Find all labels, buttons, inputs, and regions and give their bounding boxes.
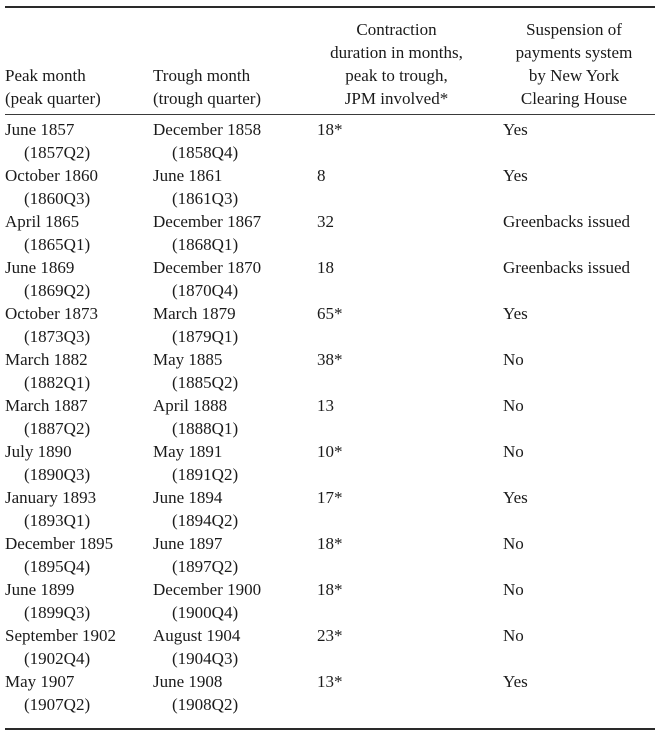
duration-cell: 38* — [317, 350, 343, 369]
trough-cell: June 1908 (1908Q2) — [153, 672, 239, 714]
table-row — [5, 440, 655, 486]
header-rule — [5, 114, 655, 115]
peak-cell: March 1882 (1882Q1) — [5, 350, 91, 392]
peak-cell: October 1873 (1873Q3) — [5, 304, 99, 346]
duration-cell: 65* — [317, 304, 343, 323]
trough-cell: June 1894 (1894Q2) — [153, 488, 239, 530]
suspension-cell: Yes — [503, 304, 528, 323]
trough-cell: June 1897 (1897Q2) — [153, 534, 239, 576]
duration-cell: 18* — [317, 580, 343, 599]
peak-cell: June 1857 (1857Q2) — [5, 120, 91, 162]
top-rule — [5, 6, 655, 8]
table-row — [5, 210, 655, 256]
duration-cell: 13* — [317, 672, 343, 691]
peak-cell: September 1902 (1902Q4) — [5, 626, 116, 668]
trough-cell: December 1867 (1868Q1) — [153, 212, 262, 254]
suspension-cell: No — [503, 442, 524, 461]
peak-cell: January 1893 (1893Q1) — [5, 488, 97, 530]
trough-cell: May 1891 (1891Q2) — [153, 442, 239, 484]
suspension-cell: No — [503, 396, 524, 415]
table-row — [5, 118, 655, 164]
table-row — [5, 670, 655, 716]
table-row — [5, 164, 655, 210]
duration-cell: 13 — [317, 396, 334, 415]
trough-cell: April 1888 (1888Q1) — [153, 396, 239, 438]
trough-cell: March 1879 (1879Q1) — [153, 304, 239, 346]
trough-cell: December 1900 (1900Q4) — [153, 580, 262, 622]
suspension-cell: Greenbacks issued — [503, 258, 630, 277]
peak-cell: June 1899 (1899Q3) — [5, 580, 91, 622]
suspension-cell: No — [503, 580, 524, 599]
suspension-cell: Yes — [503, 166, 528, 185]
table-row — [5, 348, 655, 394]
bottom-rule — [5, 728, 655, 730]
duration-cell: 32 — [317, 212, 334, 231]
peak-cell: July 1890 (1890Q3) — [5, 442, 91, 484]
header-trough-month: Trough month (trough quarter) — [153, 66, 262, 108]
table-row — [5, 624, 655, 670]
trough-cell: December 1870 (1870Q4) — [153, 258, 262, 300]
duration-cell: 10* — [317, 442, 343, 461]
table-row — [5, 578, 655, 624]
peak-cell: March 1887 (1887Q2) — [5, 396, 91, 438]
trough-cell: August 1904 (1904Q3) — [153, 626, 241, 668]
suspension-cell: Yes — [503, 120, 528, 139]
peak-cell: April 1865 (1865Q1) — [5, 212, 91, 254]
header-suspension: Suspension of payments system by New York Clearing House — [515, 20, 633, 108]
suspension-cell: No — [503, 350, 524, 369]
header-contraction-duration: Contraction duration in months, peak to trough, JPM involved* — [330, 20, 463, 108]
table-header — [5, 14, 655, 114]
trough-cell: December 1858 (1858Q4) — [153, 120, 262, 162]
peak-cell: October 1860 (1860Q3) — [5, 166, 99, 208]
suspension-cell: No — [503, 626, 524, 645]
duration-cell: 8 — [317, 166, 326, 185]
table-row — [5, 486, 655, 532]
duration-cell: 18* — [317, 534, 343, 553]
trough-cell: May 1885 (1885Q2) — [153, 350, 239, 392]
suspension-cell: No — [503, 534, 524, 553]
duration-cell: 17* — [317, 488, 343, 507]
duration-cell: 23* — [317, 626, 343, 645]
peak-cell: June 1869 (1869Q2) — [5, 258, 91, 300]
peak-cell: December 1895 (1895Q4) — [5, 534, 114, 576]
table-row — [5, 256, 655, 302]
duration-cell: 18 — [317, 258, 334, 277]
table-row — [5, 532, 655, 578]
table-row — [5, 394, 655, 440]
table-row — [5, 302, 655, 348]
suspension-cell: Greenbacks issued — [503, 212, 630, 231]
suspension-cell: Yes — [503, 672, 528, 691]
suspension-cell: Yes — [503, 488, 528, 507]
table-body — [5, 118, 655, 716]
header-peak-month: Peak month (peak quarter) — [5, 66, 101, 108]
trough-cell: June 1861 (1861Q3) — [153, 166, 239, 208]
peak-cell: May 1907 (1907Q2) — [5, 672, 91, 714]
duration-cell: 18* — [317, 120, 343, 139]
